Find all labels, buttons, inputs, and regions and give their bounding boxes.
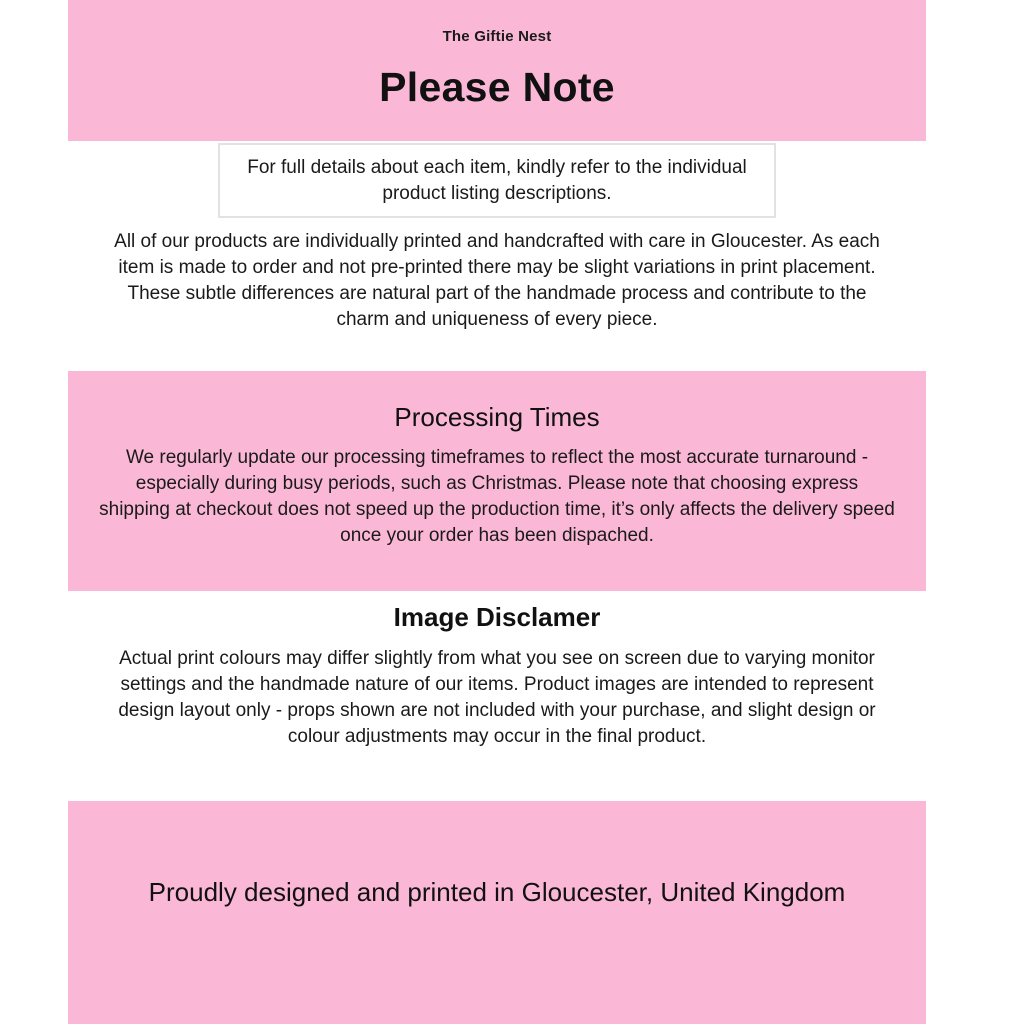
listing-note-text: For full details about each item, kindly refer to the individual product listing descriptions. [247,156,747,204]
page-title: Please Note [379,64,615,110]
footer-tagline: Proudly designed and printed in Gloucester, United Kingdom [148,877,846,907]
footer-band [68,801,926,1024]
processing-heading: Processing Times [394,402,600,432]
intro-paragraph: All of our products are individually printed and handcrafted with care in Gloucester. As each item is made to order and not pre-printed there may be slight variations in print placement. These subtle differences are natural part of the handmade process and contribute to the charm and uniqueness of every piece. [114,231,880,330]
header-band [68,0,926,141]
processing-paragraph: We regularly update our processing timeframes to reflect the most accurate turnaround - especially during busy periods, such as Christmas. Please note that choosing express shipping at checkout does not speed up the production time, it’s only affects the delivery speed once your order has been dispached. [99,447,895,546]
disclaimer-heading: Image Disclamer [393,602,601,632]
listing-note-box [218,143,776,218]
brand-name: The Giftie Nest [442,28,552,45]
disclaimer-paragraph: Actual print colours may differ slightly from what you see on screen due to varying monitor settings and the handmade nature of our items. Product images are intended to represent design layout only - props shown are not included with your purchase, and slight design or colour adjustments may occur in the final product. [118,648,876,747]
processing-section [68,371,926,591]
